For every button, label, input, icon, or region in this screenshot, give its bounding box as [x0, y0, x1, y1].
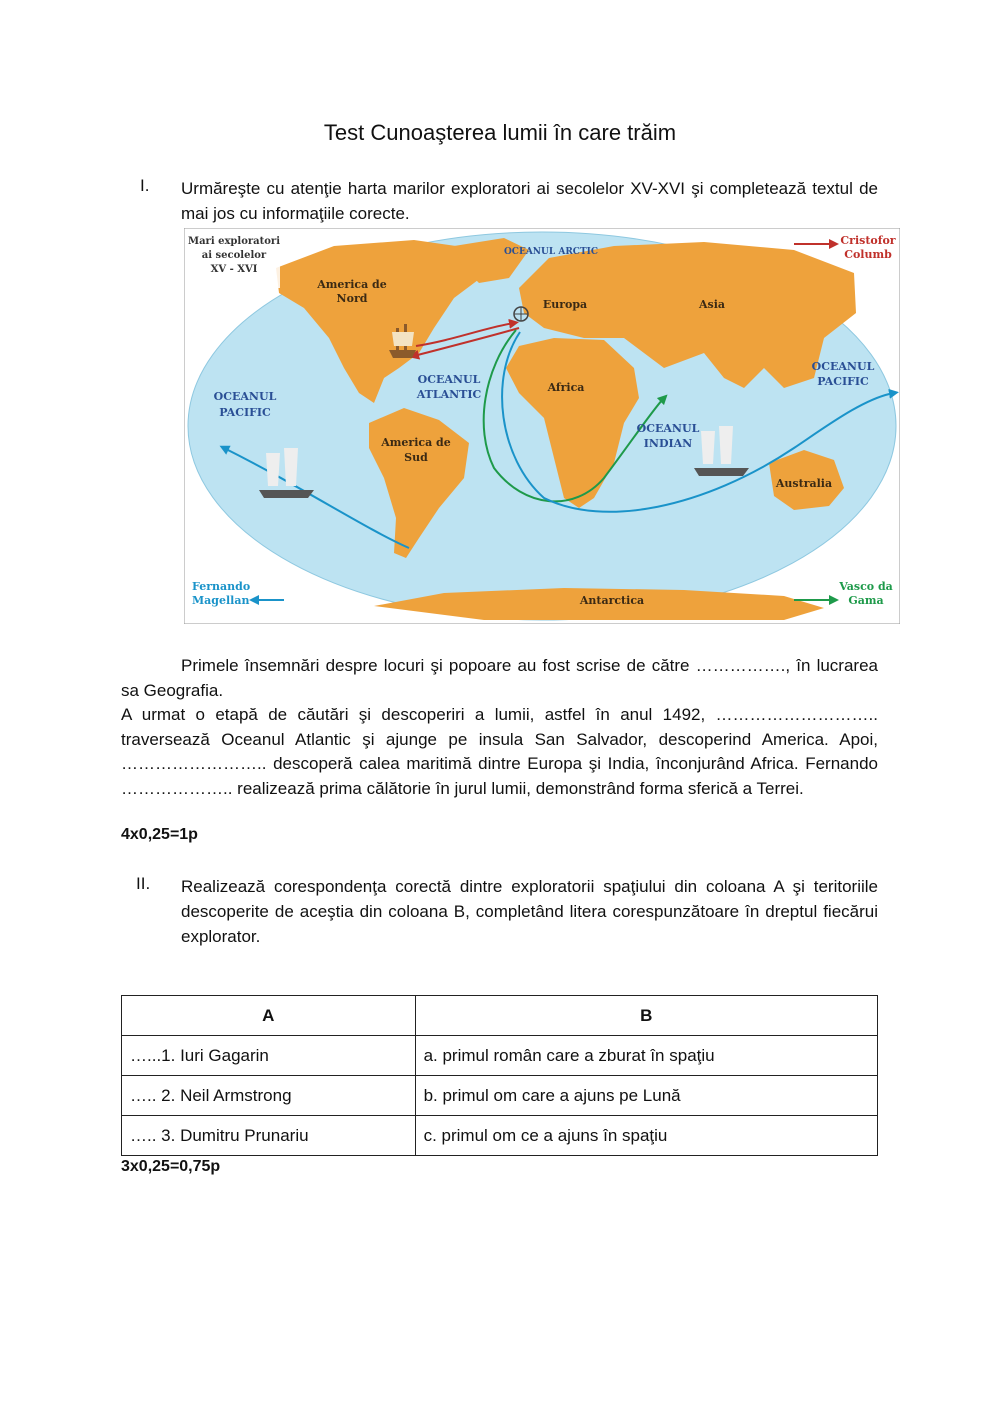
label-north-america-1: America de: [317, 278, 387, 291]
gama-legend-line-2: Gama: [848, 594, 884, 607]
label-north-america-2: Nord: [336, 292, 368, 305]
compass-icon: [514, 307, 528, 321]
label-indian-ocean-1: OCEANUL: [636, 422, 700, 435]
label-arctic-ocean: OCEANUL ARCTIC: [503, 247, 599, 257]
columb-legend-line-2: Columb: [844, 248, 892, 261]
legend-title-line-2: ai secolelor: [201, 250, 267, 261]
table-row: [122, 1036, 878, 1076]
achievement-cell: a. primul român care a zburat în spaţiu: [415, 1036, 877, 1076]
explorers-map: [184, 228, 900, 624]
label-pacific-east-2: PACIFIC: [817, 375, 869, 388]
label-south-america-1: America de: [381, 436, 451, 449]
legend-title-line-1: Mari exploratori: [188, 236, 280, 247]
explorer-cell[interactable]: ….. 3. Dumitru Prunariu: [122, 1116, 416, 1156]
section-1-instruction: Urmăreşte cu atenţie harta marilor exploratori ai secolelor XV-XVI şi completează textul de mai jos cu informaţiile corecte.: [181, 179, 878, 223]
label-australia: Australia: [775, 477, 833, 490]
explorer-cell[interactable]: ….. 2. Neil Armstrong: [122, 1076, 416, 1116]
paragraph-line-1: Primele însemnări despre locuri şi popoare au fost scrise de către ……………., în lucrarea sa Geografia.: [121, 656, 878, 700]
page-title: Test Cunoaşterea lumii în care trăim: [323, 120, 677, 145]
label-pacific-east-1: OCEANUL: [811, 360, 875, 373]
section-1-number: I.: [140, 176, 150, 195]
achievement-cell: c. primul om ce a ajuns în spaţiu: [415, 1116, 877, 1156]
score-section-1: 4x0,25=1p: [121, 826, 198, 843]
columb-legend-line-1: Cristofor: [840, 234, 896, 247]
section-2-number: II.: [136, 874, 151, 893]
label-antarctica: Antarctica: [579, 594, 645, 607]
label-atlantic-ocean-1: OCEANUL: [417, 373, 481, 386]
paragraph-line-2: A urmat o etapă de căutări şi descoperiri a lumii, astfel în anul 1492, ……………………….. traversează Oceanul Atlantic şi ajunge pe insula San Salvador, descoperind America. Apoi, …………………….. descoperă calea maritimă dintre Europa şi India, înconjurând Africa. Fernando ……………….. realizează prima călătorie în jurul lumii, demonstrând forma sferică a Terrei.: [121, 705, 878, 798]
column-b-header: B: [415, 996, 877, 1036]
label-atlantic-ocean-2: ATLANTIC: [416, 388, 482, 401]
gama-legend-line-1: Vasco da: [839, 580, 893, 593]
label-africa: Africa: [547, 381, 585, 394]
label-south-america-2: Sud: [404, 451, 428, 464]
label-pacific-west-2: PACIFIC: [219, 406, 271, 419]
magellan-legend-line-2: Magellan: [192, 594, 250, 607]
achievement-cell: b. primul om care a ajuns pe Lună: [415, 1076, 877, 1116]
matching-table: [121, 995, 878, 1156]
map-legend: [188, 232, 280, 288]
table-row: [122, 1076, 878, 1116]
magellan-legend-line-1: Fernando: [192, 580, 251, 593]
legend-title-line-3: XV - XVI: [210, 264, 258, 275]
label-asia: Asia: [698, 298, 726, 311]
table-row: [122, 1116, 878, 1156]
label-indian-ocean-2: INDIAN: [643, 437, 693, 450]
label-europe: Europa: [542, 298, 588, 311]
label-pacific-west-1: OCEANUL: [213, 390, 277, 403]
column-a-header: A: [122, 996, 416, 1036]
fill-in-paragraph: [121, 654, 878, 801]
explorer-cell[interactable]: …...1. Iuri Gagarin: [122, 1036, 416, 1076]
section-2-instruction: Realizează corespondenţa corectă dintre exploratorii spaţiului din coloana A şi teritoriile descoperite de aceştia din coloana B, completând litera corespunzătoare în dreptul fiecărui explorator.: [181, 877, 878, 946]
score-section-2: 3x0,25=0,75p: [121, 1158, 221, 1175]
table-header-row: [122, 996, 878, 1036]
